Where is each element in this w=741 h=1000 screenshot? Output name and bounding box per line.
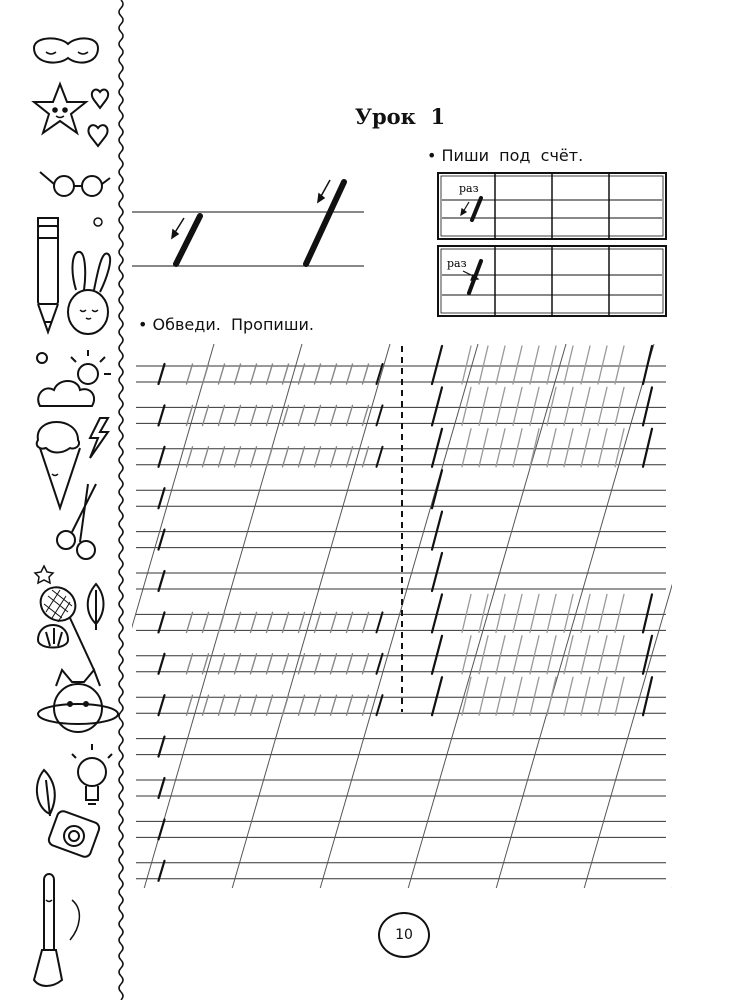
trace-stroke [283,447,289,467]
demo-stroke-large [306,182,344,264]
trace-stroke [235,364,241,384]
slant-guide-line [320,344,478,888]
trace-stroke [513,594,522,632]
trace-stroke [331,364,337,384]
trace-stroke [615,429,624,467]
trace-stroke [581,387,590,425]
trace-stroke [479,677,488,715]
sample-stroke [159,695,165,715]
trace-stroke [598,387,607,425]
camera-icon [47,810,101,859]
wavy-border [119,0,123,1000]
trace-stroke [564,636,573,674]
stroke-demo [132,170,372,280]
trace-stroke [462,594,471,632]
trace-stroke [513,636,522,674]
trace-stroke [267,364,273,384]
sample-stroke [159,447,165,467]
slant-guide-line [132,344,214,888]
sample-stroke [432,636,442,674]
trace-stroke [331,405,337,425]
trace-stroke [363,654,369,674]
trace-stroke [203,612,209,632]
trace-stroke [299,612,305,632]
trace-stroke [331,654,337,674]
trace-stroke [547,677,556,715]
sample-stroke [377,695,383,715]
trace-stroke [615,346,624,384]
trace-stroke [251,612,257,632]
trace-stroke [203,405,209,425]
trace-stroke [235,654,241,674]
trace-stroke [513,346,522,384]
page-number: 10 [378,912,430,958]
trace-stroke [283,654,289,674]
count-arrow [461,202,469,215]
ice-cream-icon [37,422,80,508]
sample-stroke [159,778,165,798]
trace-stroke [513,429,522,467]
demo-arrow-large [318,180,330,202]
pencil-icon [38,218,58,332]
trace-stroke [462,429,471,467]
trace-stroke [363,612,369,632]
trace-instruction: • Обведи. Пропиши. [138,315,314,334]
sample-stroke [643,594,652,632]
trace-stroke [187,654,193,674]
trace-stroke [187,447,193,467]
trace-stroke [598,594,607,632]
sample-stroke [643,387,652,425]
trace-stroke [513,387,522,425]
trace-stroke [219,654,225,674]
trace-stroke [581,677,590,715]
trace-stroke [547,429,556,467]
trace-stroke [235,447,241,467]
trace-stroke [251,364,257,384]
trace-stroke [251,405,257,425]
sample-stroke [159,571,165,591]
trace-stroke [315,447,321,467]
slant-guide-line [496,344,654,888]
trace-stroke [363,364,369,384]
count-grid-1 [437,172,667,240]
sample-stroke [159,364,165,384]
trace-stroke [331,612,337,632]
trace-stroke [598,429,607,467]
trace-stroke [547,636,556,674]
trace-stroke [315,654,321,674]
tennis-racket-icon [34,581,94,670]
sample-stroke [159,488,165,508]
demo-stroke-small [176,216,200,264]
sample-stroke [643,346,652,384]
trace-stroke [203,447,209,467]
trace-stroke [530,346,539,384]
trace-stroke [496,636,505,674]
trace-stroke [331,447,337,467]
trace-stroke [299,695,305,715]
trace-stroke [251,654,257,674]
sample-stroke [432,387,442,425]
star-face-icon [34,84,86,133]
trace-stroke [513,677,522,715]
trace-stroke [203,364,209,384]
trace-stroke [479,387,488,425]
trace-stroke [598,677,607,715]
sample-stroke [643,429,652,467]
trace-stroke [530,636,539,674]
trace-stroke [496,677,505,715]
trace-stroke [315,612,321,632]
sample-stroke [377,654,383,674]
trace-stroke [581,636,590,674]
trace-stroke [235,695,241,715]
trace-stroke [219,405,225,425]
trace-stroke [219,447,225,467]
trace-stroke [462,346,471,384]
trace-stroke [363,695,369,715]
trace-stroke [547,346,556,384]
heart-icon [88,90,108,146]
bunny-icon [68,252,110,334]
trace-stroke [347,364,353,384]
cat-planet-icon [38,670,118,732]
trace-stroke [615,594,624,632]
trace-stroke [235,405,241,425]
trace-stroke [299,364,305,384]
sample-stroke [432,677,442,715]
glasses-icon [40,172,110,196]
scissors-icon [57,484,96,559]
star-small-icon [35,566,53,583]
sample-stroke [432,512,442,550]
trace-stroke [479,346,488,384]
sample-stroke [159,861,165,881]
sample-stroke [432,553,442,591]
trace-stroke [598,346,607,384]
trace-stroke [496,346,505,384]
trace-stroke [581,429,590,467]
trace-stroke [299,447,305,467]
sample-stroke [432,594,442,632]
sample-stroke [377,447,383,467]
sample-stroke [159,654,165,674]
trace-stroke [219,364,225,384]
sample-stroke [159,819,165,839]
trace-stroke [267,654,273,674]
trace-stroke [496,387,505,425]
trace-stroke [251,695,257,715]
sample-stroke [432,346,442,384]
trace-stroke [496,429,505,467]
trace-stroke [479,429,488,467]
trace-stroke [347,695,353,715]
trace-stroke [267,612,273,632]
shell-icon [38,625,68,648]
trace-stroke [283,612,289,632]
trace-stroke [547,594,556,632]
trace-stroke [283,364,289,384]
trace-stroke [347,447,353,467]
trace-stroke [479,636,488,674]
sample-stroke [159,737,165,757]
trace-stroke [530,677,539,715]
trace-stroke [187,612,193,632]
trace-stroke [315,405,321,425]
sample-stroke [643,677,652,715]
trace-stroke [299,405,305,425]
count-instruction: • Пиши под счёт. [427,146,584,165]
trace-stroke [347,612,353,632]
trace-stroke [615,387,624,425]
trace-stroke [235,612,241,632]
count-stroke [472,198,481,220]
trace-stroke [251,447,257,467]
trace-stroke [267,405,273,425]
trace-stroke [564,346,573,384]
trace-stroke [530,594,539,632]
trace-stroke [267,447,273,467]
trace-stroke [564,429,573,467]
trace-stroke [331,695,337,715]
sample-stroke [377,405,383,425]
lesson-title: Урок 1 [354,104,446,129]
trace-stroke [315,695,321,715]
count-label: раз [447,257,467,270]
trace-stroke [219,695,225,715]
trace-stroke [203,695,209,715]
demo-arrow-small [172,218,184,238]
trace-stroke [615,636,624,674]
doodle-sidebar [0,0,130,1000]
light-bulb-icon [72,744,112,804]
trace-stroke [187,695,193,715]
sample-stroke [432,470,442,508]
paintbrush-icon [34,874,79,986]
trace-stroke [530,387,539,425]
count-grid-2 [437,245,667,317]
trace-stroke [581,594,590,632]
trace-stroke [496,594,505,632]
trace-stroke [283,695,289,715]
trace-stroke [315,364,321,384]
trace-stroke [581,346,590,384]
trace-stroke [219,612,225,632]
cloud-sun-icon [37,350,111,406]
trace-stroke [615,677,624,715]
sample-stroke [159,405,165,425]
lightning-icon [90,418,108,458]
sample-stroke [432,429,442,467]
trace-stroke [347,405,353,425]
trace-stroke [347,654,353,674]
sleep-mask-icon [34,38,98,62]
trace-stroke [462,636,471,674]
trace-stroke [564,387,573,425]
sample-stroke [377,612,383,632]
trace-stroke [598,636,607,674]
trace-stroke [267,695,273,715]
trace-stroke [530,429,539,467]
trace-stroke [187,364,193,384]
practice-area [132,340,672,900]
count-label: раз [459,182,479,195]
trace-stroke [363,447,369,467]
sample-stroke [159,612,165,632]
trace-stroke [564,677,573,715]
